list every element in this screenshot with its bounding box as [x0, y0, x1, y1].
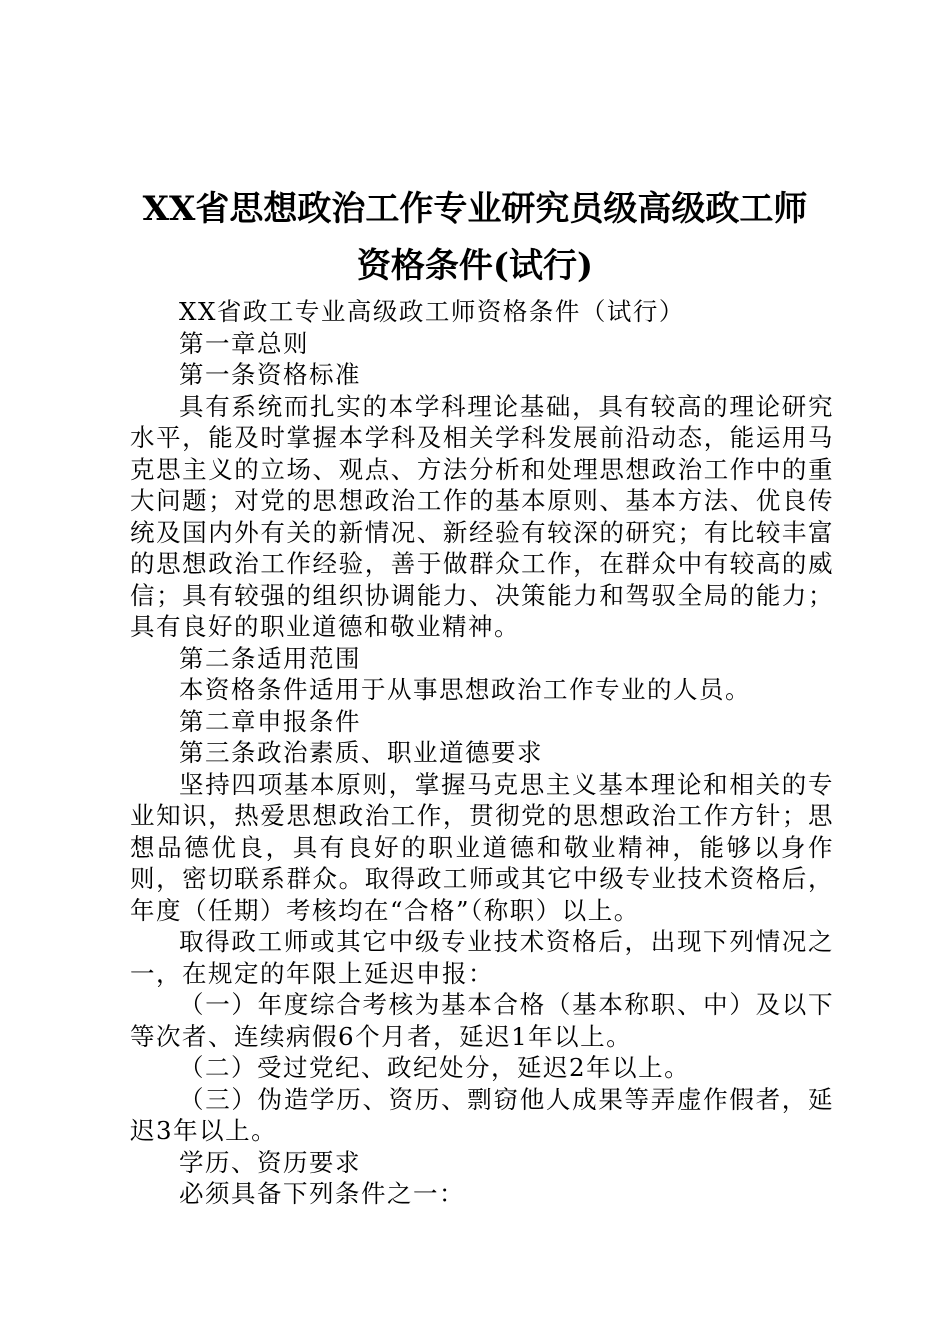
paragraph: 第一条资格标准 [179, 360, 361, 389]
paragraph: 第一章总则 [179, 328, 309, 358]
paragraph: （三）伪造学历、资历、剽窃他人成果等弄虚作假者，延迟3年以上。 [130, 1084, 834, 1145]
document-body [130, 296, 834, 1210]
paragraph: 必须具备下列条件之一： [179, 1179, 465, 1208]
paragraph: 本资格条件适用于从事思想政治工作专业的人员。 [179, 675, 751, 704]
document-title-line-2: 资格条件(试行) [356, 246, 594, 286]
paragraph: 第二章申报条件 [179, 706, 361, 736]
paragraph: 取得政工师或其它中级专业技术资格后，出现下列情况之一，在规定的年限上延迟申报： [130, 927, 834, 988]
paragraph: 第二条适用范围 [179, 643, 361, 673]
paragraph: XX省政工专业高级政工师资格条件（试行） [179, 297, 685, 326]
paragraph: （一）年度综合考核为基本合格（基本称职、中）及以下等次者、连续病假6个月者，延迟1年以上。 [130, 990, 834, 1051]
paragraph: 第三条政治素质、职业道德要求 [179, 738, 543, 767]
paragraph: 坚持四项基本原则，掌握马克思主义基本理论和相关的专业知识，热爱思想政治工作，贯彻党的思想政治工作方针；思想品德优良，具有良好的职业道德和敬业精神，能够以身作则，密切联系群众。取得政工师或其它中级专业技术资格后，年度（任期）考核均在“合格”（称职）以上。 [130, 769, 834, 925]
paragraph: 具有系统而扎实的本学科理论基础，具有较高的理论研究水平，能及时掌握本学科及相关学科发展前沿动态，能运用马克思主义的立场、观点、方法分析和处理思想政治工作中的重大问题；对党的思想政治工作的基本原则、基本方法、优良传统及国内外有关的新情况、新经验有较深的研究；有比较丰富的思想政治工作经验，善于做群众工作，在群众中有较高的威信；具有较强的组织协调能力、决策能力和驾驭全局的能力；具有良好的职业道德和敬业精神。 [130, 391, 834, 641]
paragraph: 学历、资历要求 [179, 1147, 361, 1177]
document-title-line-1: XX省思想政治工作专业研究员级高级政工师 [142, 189, 808, 229]
paragraph: （二）受过党纪、政纪处分，延迟2年以上。 [179, 1053, 691, 1082]
